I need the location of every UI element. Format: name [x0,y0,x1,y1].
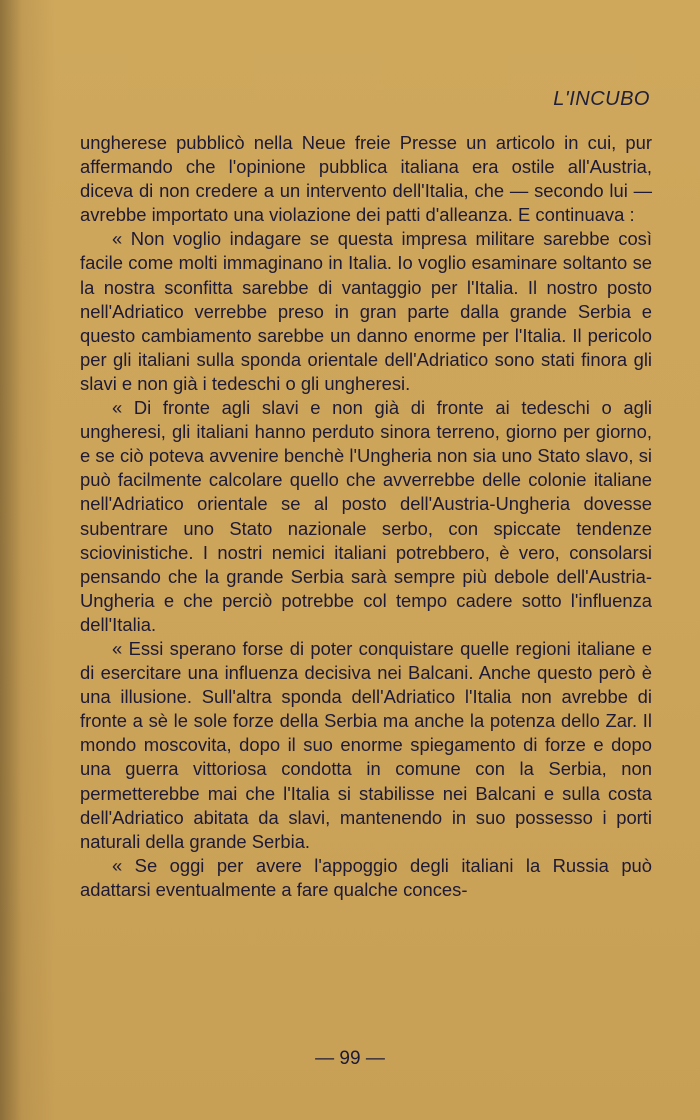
paragraph-quote-1: « Non voglio indagare se questa impresa militare sarebbe così facile come molti immaginano in Italia. Io voglio esaminare soltanto se la nostra sconfitta sarebbe di vantaggio per l'Italia. Il nostro posto nell'Adriatico verrebbe preso in gran parte dalla grande Serbia e questo cambiamento sarebbe un danno enorme per l'Italia. Il pericolo per gli italiani sulla sponda orientale dell'Adriatico sono stati finora gli slavi e non già i tedeschi o gli ungheresi. [80,228,652,394]
paragraph-quote-4: « Se oggi per avere l'appoggio degli italiani la Russia può adattarsi eventualmente a fare qualche conces- [80,854,652,900]
paragraph-continuation: ungherese pubblicò nella Neue freie Presse un articolo in cui, pur affermando che l'opinione pubblica italiana era ostile all'Austria, diceva di non credere a un intervento dell'Italia, che — secondo lui — avrebbe importato una violazione dei patti d'alleanza. E continuava : [80,132,652,226]
body-text [80,131,652,902]
running-title: L'INCUBO [553,88,650,110]
paragraph-quote-3: « Essi sperano forse di poter conquistare quelle regioni italiane e di esercitare una influenza decisiva nei Balcani. Anche questo però è una illusione. Sull'altra sponda dell'Adriatico l'Italia non avrebbe di fronte a sè le sole forze della Serbia ma anche la potenza dello Zar. Il mondo moscovita, dopo il suo enorme spiegamento di forze e dopo una guerra vittoriosa condotta in comune con la Serbia, non permetterebbe mai che l'Italia si stabilisse nei Balcani e sulla costa dell'Adriatico abitata da slavi, mantenendo in suo possesso i porti naturali della grande Serbia. [80,637,652,852]
page-number: — 99 — [315,1048,385,1069]
paragraph-quote-2: « Di fronte agli slavi e non già di fronte ai tedeschi o agli ungheresi, gli italiani hanno perduto sinora terreno, giorno per giorno, e se ciò poteva avvenire benchè l'Ungheria non sia uno Stato slavo, si può facilmente calcolare quello che avverrebbe delle colonie italiane nell'Adriatico orientale se al posto dell'Austria-Ungheria dovesse subentrare uno Stato nazionale serbo, con spiccate tendenze sciovinistiche. I nostri nemici italiani potrebbero, è vero, consolarsi pensando che la grande Serbia sarà sempre più debole dell'Austria-Ungheria e che perciò potrebbe col tempo cadere sotto l'influenza dell'Italia. [80,397,652,635]
